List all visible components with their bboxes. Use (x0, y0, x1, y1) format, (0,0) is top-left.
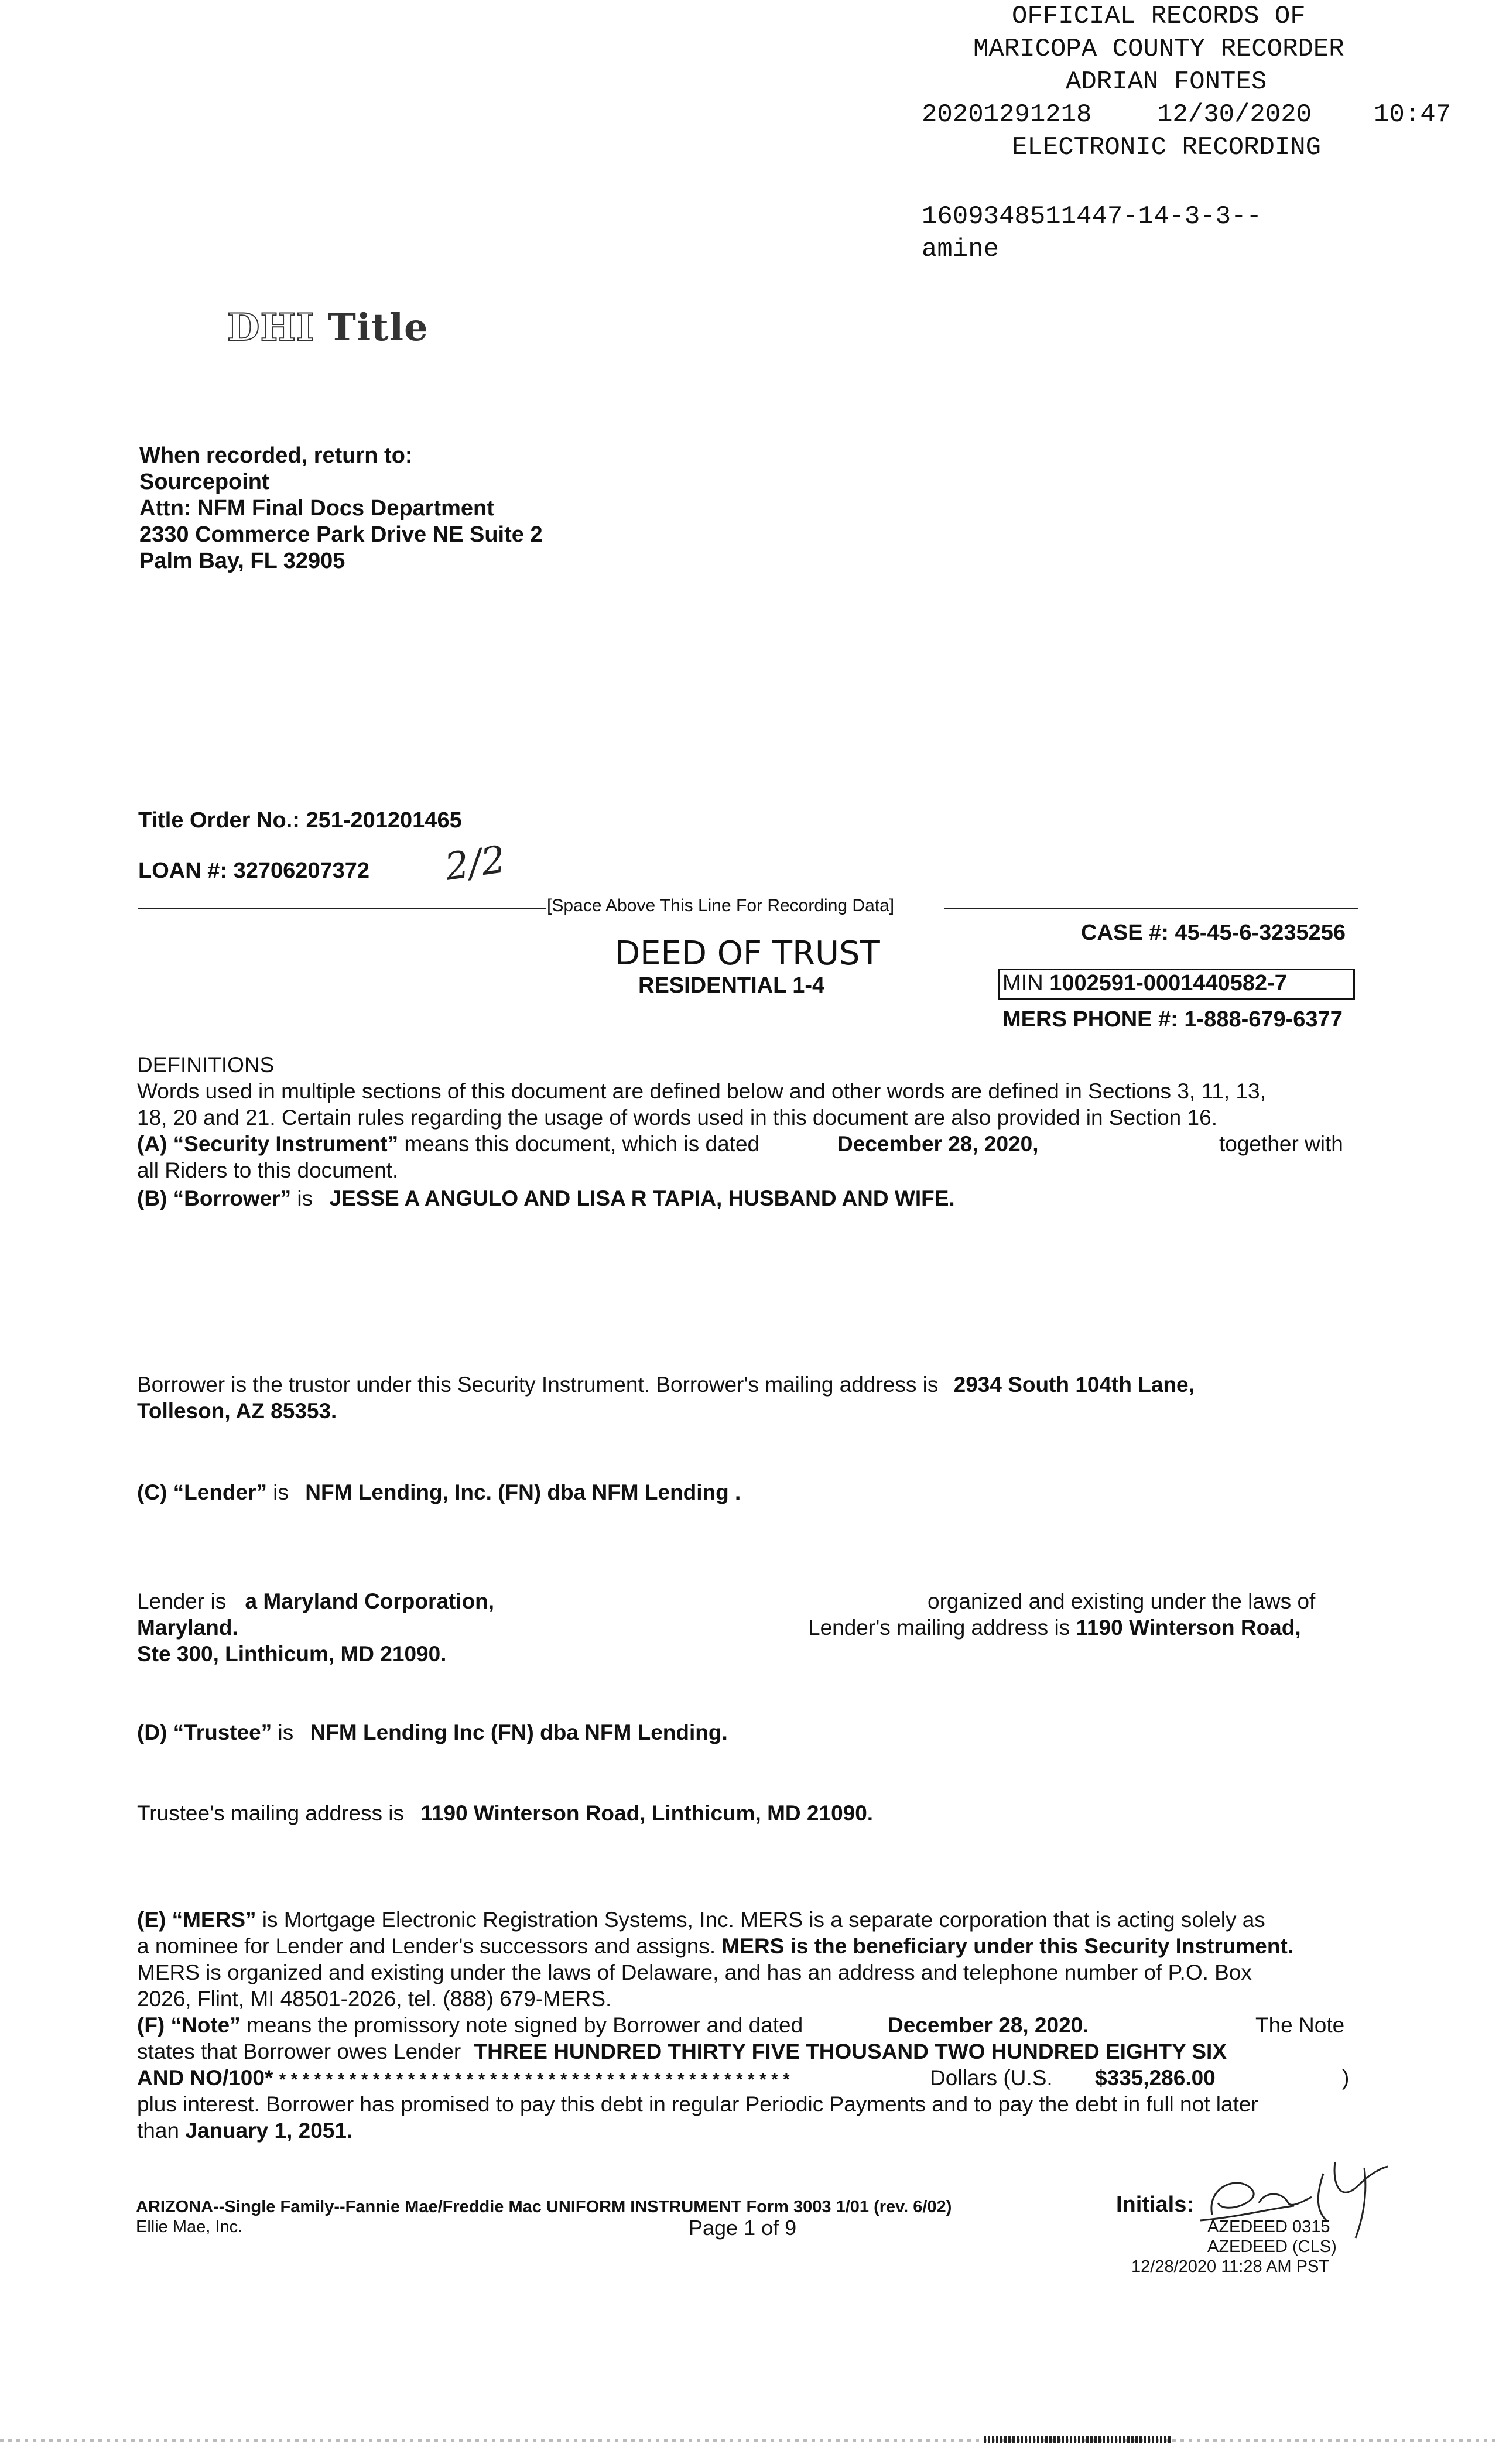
definition-d-label: (D) “Trustee” (137, 1720, 272, 1744)
definition-f-text: means the promissory note signed by Borrower and dated (247, 2013, 803, 2037)
definition-a (137, 1131, 1354, 1157)
definition-e-line-3: MERS is organized and existing under the laws of Delaware, and has an address and telephone number of P.O. Box (137, 1960, 1252, 1984)
definition-f-line-5 (137, 2117, 1354, 2144)
lender-address (808, 1614, 1301, 1641)
rule-right (944, 908, 1358, 909)
note-date: December 28, 2020. (888, 2013, 1089, 2037)
footer-code-1: AZEDEED 0315 (1207, 2217, 1330, 2236)
stamp-ref-1: 1609348511447-14-3-3-- (922, 202, 1262, 231)
lender-state: Maryland. (137, 1616, 238, 1640)
case-number (1081, 920, 1346, 946)
lender-org: organized and existing under the laws of (928, 1589, 1316, 1613)
handwritten-page-mark: 2/2 (442, 838, 508, 889)
stamp-line-1: OFFICIAL RECORDS OF (1012, 2, 1306, 31)
stamp-line-3: ADRIAN FONTES (1066, 67, 1267, 97)
loan-value: 32706207372 (233, 858, 370, 883)
scan-edge-artifact (0, 2439, 1499, 2442)
return-to-city: Palm Bay, FL 32905 (139, 549, 345, 573)
definitions-heading: DEFINITIONS (137, 1053, 275, 1077)
mers-phone-label: MERS PHONE #: (1002, 1007, 1178, 1032)
lender-is: Lender is (137, 1589, 227, 1613)
stamp-line-2: MARICOPA COUNTY RECORDER (973, 35, 1344, 64)
closing-paren: ) (1342, 2066, 1350, 2090)
lender-address-1: 1190 Winterson Road, (1076, 1616, 1301, 1640)
definition-b (137, 1185, 1354, 1212)
definition-f-label: (F) “Note” (137, 2013, 241, 2037)
logo-text: Title (328, 306, 429, 350)
case-value: 45-45-6-3235256 (1175, 920, 1346, 945)
stamp-date: 12/30/2020 (1157, 100, 1312, 129)
definition-d-is: is (278, 1720, 294, 1744)
title-order (138, 808, 462, 833)
dollars-label: Dollars (U.S. (930, 2066, 1053, 2090)
recording-space-note: [Space Above This Line For Recording Data] (547, 896, 895, 915)
definition-b-is: is (297, 1186, 313, 1210)
initials-label: Initials: (1116, 2192, 1195, 2217)
definition-e-line-1: is Mortgage Electronic Registration Systems, Inc. MERS is a separate corporation that is acting solely as (262, 1908, 1265, 1932)
dhi-title-logo (227, 306, 429, 350)
recorder-stamp (0, 0, 1499, 361)
definition-f-tail: The Note (1255, 2013, 1345, 2037)
mers-phone (1002, 1007, 1343, 1032)
definition-f (137, 2012, 1354, 2038)
min-number (1002, 971, 1287, 996)
definition-e-line-2b: MERS is the beneficiary under this Security Instrument. (721, 1934, 1294, 1958)
return-to-name: Sourcepoint (139, 470, 269, 494)
definition-e-label: (E) “MERS” (137, 1908, 256, 1932)
footer-vendor: Ellie Mae, Inc. (136, 2217, 243, 2236)
definition-c-is: is (273, 1480, 289, 1504)
document-title: DEED OF TRUST (615, 935, 880, 973)
return-to-attn: Attn: NFM Final Docs Department (139, 496, 494, 521)
fill-stars: * * * * * * * * * * * * * * * * * * * * * * * * * * * * * * * * * * * * * * * * * * * * (279, 2070, 790, 2089)
stamp-doc-number: 20201291218 (922, 100, 1092, 129)
lender-name: NFM Lending, Inc. (FN) dba NFM Lending . (305, 1480, 741, 1504)
trustee-name: NFM Lending Inc (FN) dba NFM Lending. (310, 1720, 728, 1744)
stamp-ref-2: amine (922, 235, 1000, 264)
definition-e-line-2a: a nominee for Lender and Lender's successors and assigns. (137, 1934, 716, 1958)
definition-f-line-3 (137, 2065, 1354, 2093)
definition-a-date: December 28, 2020, (837, 1132, 1039, 1156)
definition-f-line-4: plus interest. Borrower has promised to pay this debt in regular Periodic Payments and to pay the debt in full not later (137, 2092, 1258, 2116)
borrower-address (137, 1371, 1354, 1398)
definitions-intro-2: 18, 20 and 21. Certain rules regarding the usage of words used in this document are also provided in Section 16. (137, 1106, 1217, 1130)
stamp-time: 10:47 (1374, 100, 1452, 129)
return-to-street: 2330 Commerce Park Drive NE Suite 2 (139, 522, 543, 547)
loan-amount: $335,286.00 (1095, 2066, 1216, 2090)
document-subtitle: RESIDENTIAL 1-4 (638, 973, 825, 998)
borrower-names: JESSE A ANGULO AND LISA R TAPIA, HUSBAND AND WIFE. (329, 1186, 955, 1210)
definition-f-line-5a: than (137, 2119, 180, 2143)
footer-page-number: Page 1 of 9 (689, 2216, 797, 2240)
definition-d (137, 1719, 1354, 1746)
min-value: 1002591-0001440582-7 (1049, 971, 1287, 995)
logo-outline-text: DHI (227, 306, 314, 350)
title-order-label: Title Order No.: (138, 808, 300, 833)
definition-f-line-2a: states that Borrower owes Lender (137, 2039, 461, 2063)
definition-a-label: (A) “Security Instrument” (137, 1132, 399, 1156)
loan-amount-words: THREE HUNDRED THIRTY FIVE THOUSAND TWO HUNDRED EIGHTY SIX (474, 2039, 1227, 2063)
loan-label: LOAN #: (138, 858, 227, 883)
lender-type: a Maryland Corporation, (245, 1589, 495, 1613)
definition-e-line-2 (137, 1933, 1354, 1959)
definition-e (137, 1907, 1354, 1933)
loan-number (138, 858, 369, 884)
footer-form-id: ARIZONA--Single Family--Fannie Mae/Freddie Mac UNIFORM INSTRUMENT Form 3003 1/01 (rev. 6/02) (136, 2198, 952, 2216)
footer-timestamp: 12/28/2020 11:28 AM PST (1131, 2257, 1330, 2276)
definition-e-line-4: 2026, Flint, MI 48501-2026, tel. (888) 679-MERS. (137, 1987, 612, 2011)
borrower-address-text: Borrower is the trustor under this Security Instrument. Borrower's mailing address is (137, 1373, 939, 1397)
min-label: MIN (1002, 971, 1043, 995)
barcode-fragment (984, 2436, 1171, 2443)
lender-state-line (137, 1614, 1354, 1641)
lender-is-line (137, 1588, 1354, 1614)
maturity-date: January 1, 2051. (185, 2119, 353, 2143)
definition-a-line-2: all Riders to this document. (137, 1158, 399, 1182)
rule-left (138, 908, 546, 909)
trustee-address (137, 1800, 1354, 1826)
lender-address-2: Ste 300, Linthicum, MD 21090. (137, 1642, 447, 1666)
footer-code-2: AZEDEED (CLS) (1207, 2237, 1337, 2256)
definition-a-text: means this document, which is dated (404, 1132, 760, 1156)
trustee-address-value: 1190 Winterson Road, Linthicum, MD 21090. (420, 1801, 874, 1825)
case-label: CASE #: (1081, 920, 1169, 945)
definition-b-label: (B) “Borrower” (137, 1186, 292, 1210)
borrower-address-2: Tolleson, AZ 85353. (137, 1399, 337, 1423)
title-order-value: 251-201201465 (306, 808, 462, 833)
return-to-heading: When recorded, return to: (139, 443, 413, 468)
lender-address-text: Lender's mailing address is (808, 1616, 1070, 1640)
return-to-block (139, 443, 543, 574)
definition-f-line-2 (137, 2038, 1354, 2065)
definition-c (137, 1479, 1354, 1505)
borrower-address-1: 2934 South 104th Lane, (953, 1373, 1195, 1397)
loan-amount-words-end: AND NO/100* (137, 2066, 273, 2090)
definition-c-label: (C) “Lender” (137, 1480, 267, 1504)
stamp-line-5: ELECTRONIC RECORDING (1012, 133, 1322, 162)
trustee-address-text: Trustee's mailing address is (137, 1801, 405, 1825)
definitions-intro-1: Words used in multiple sections of this document are defined below and other words are defined in Sections 3, 11, 13, (137, 1079, 1266, 1103)
definition-a-tail: together with (1219, 1132, 1343, 1156)
mers-phone-value: 1-888-679-6377 (1184, 1007, 1343, 1032)
